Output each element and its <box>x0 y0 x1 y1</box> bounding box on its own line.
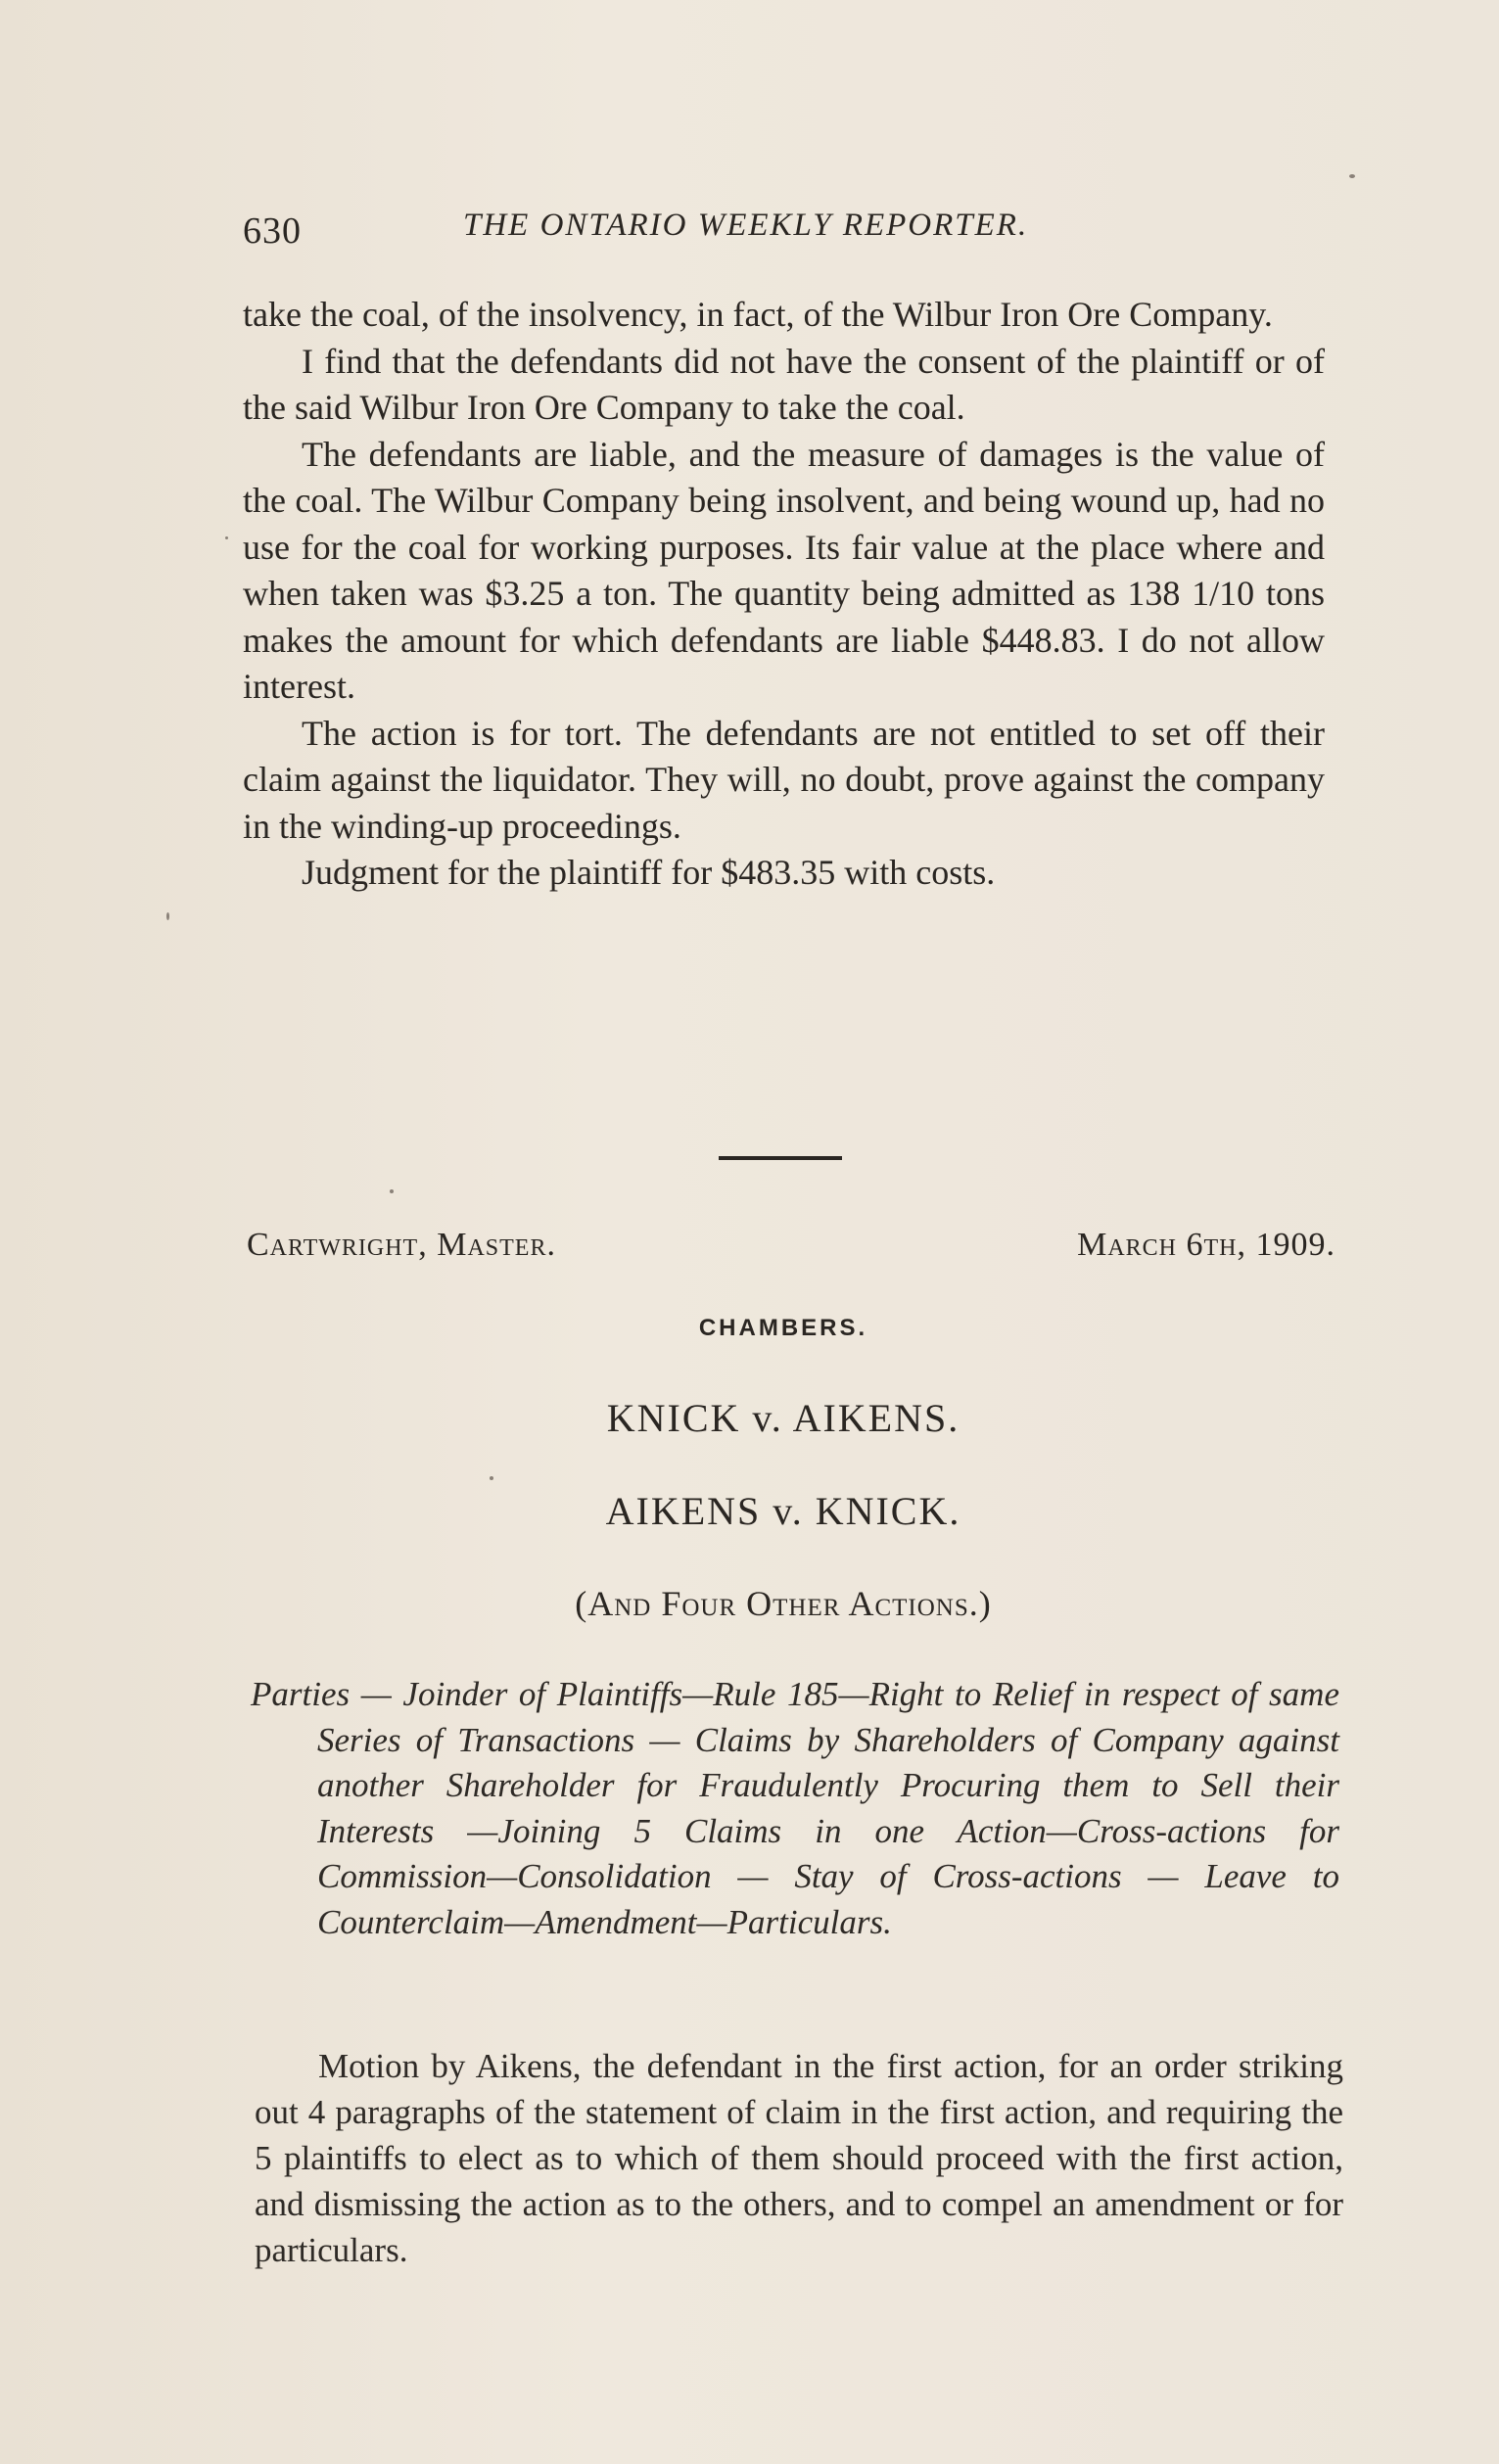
paragraph: I find that the defendants did not have the consent of the plaintiff or of the said Wilbur Iron Ore Company to take the coal. <box>243 341 1325 427</box>
case-date: March 6th, 1909. <box>1077 1227 1335 1263</box>
paragraph: Judgment for the plaintiff for $483.35 with costs. <box>302 853 996 892</box>
section-divider <box>719 1156 842 1160</box>
headnote: Parties — Joinder of Plaintiffs—Rule 185—Right to Relief in respect of same Series of Transactions — Claims by Shareholders of Company against another Shareholder for Fraudulently Procuring them to Sell their Interests —Joining 5 Claims in one Action—Cross-actions for Commission—Consolidation — Stay of Cross-actions — Leave to Counterclaim—Amendment—Particulars. <box>251 1675 1339 1941</box>
paper-speck <box>490 1476 493 1480</box>
page-number: 630 <box>243 210 302 252</box>
case-title: KNICK v. AIKENS. <box>606 1396 960 1440</box>
journal-title: THE ONTARIO WEEKLY REPORTER. <box>463 208 1029 243</box>
judge-name: Cartwright, Master. <box>247 1227 556 1263</box>
court-name: CHAMBERS. <box>698 1315 868 1341</box>
case-subtitle: (And Four Other Actions.) <box>575 1584 992 1623</box>
paper-speck <box>166 912 169 920</box>
motion-paragraph: Motion by Aikens, the defendant in the first action, for an order striking out 4 paragraphs of the statement of claim in the first action, and requiring the 5 plaintiffs to elect as to which of them should proceed with the first action, and dismissing the action as to the others, and to compel an amendment or for particulars. <box>255 2047 1343 2269</box>
paragraph: The action is for tort. The defendants are not entitled to set off their claim against the liquidator. They will, no doubt, prove against the company in the winding-up proceedings. <box>243 713 1325 846</box>
judgment-text <box>243 292 1325 897</box>
paper-speck <box>390 1189 394 1193</box>
running-head <box>243 206 1104 255</box>
paper-speck <box>225 536 228 539</box>
case-title: AIKENS v. KNICK. <box>605 1489 961 1533</box>
paragraph: The defendants are liable, and the measure of damages is the value of the coal. The Wilbur Company being insolvent, and being wound up, had no use for the coal for working purposes. Its fair value at the place where and when taken was $3.25 a ton. The quantity being admitted as 138 1/10 tons makes the amount for which defendants are liable $448.83. I do not allow interest. <box>243 434 1325 706</box>
paragraph: take the coal, of the insolvency, in fact, of the Wilbur Iron Ore Company. <box>243 295 1273 334</box>
paper-speck <box>1349 174 1355 178</box>
